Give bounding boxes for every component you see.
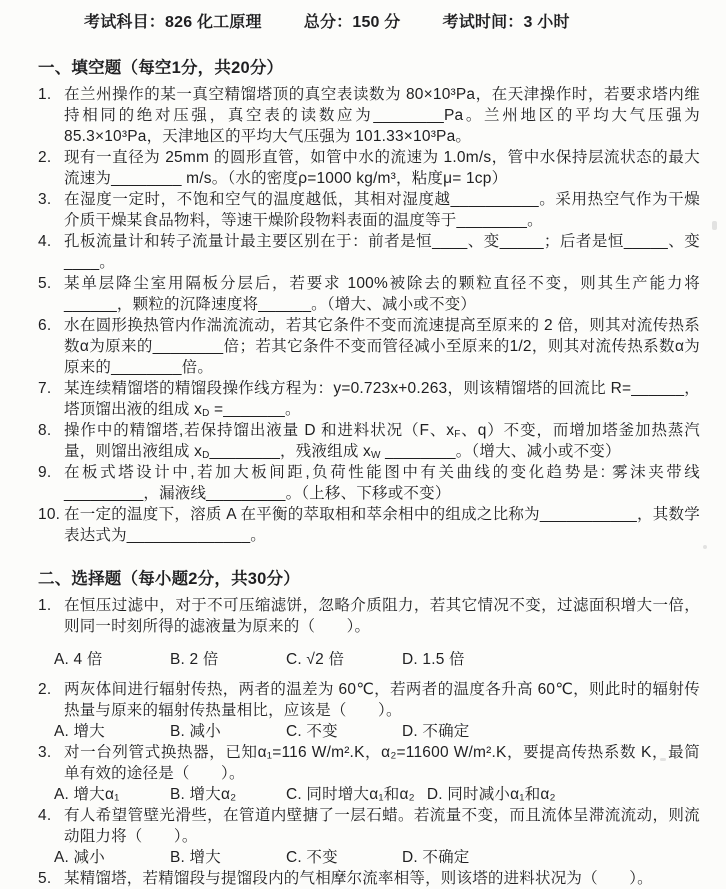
question-item — [38, 189, 700, 231]
question-number: 5. — [38, 275, 52, 292]
scan-artifact — [652, 108, 659, 112]
option-label: B. 减小 — [170, 723, 221, 740]
section-1-title: 一、填空题（每空1分，共20分） — [38, 59, 284, 77]
question-number: 2. — [38, 681, 52, 698]
question-item — [38, 315, 700, 378]
option-label: B. 增大α₂ — [170, 786, 237, 803]
subscript: D — [202, 450, 210, 461]
exam-header — [38, 12, 700, 33]
options-row — [54, 649, 700, 670]
option-label: B. 2 倍 — [170, 651, 219, 668]
question-item — [38, 420, 700, 462]
question-text: 现有一直径为 25mm 的圆形直管，如管中水的流速为 1.0m/s，管中水保持层流状态的最大流速为________ m/s。（水的密度ρ=1000 kg/m³，粘度μ= 1cp） — [64, 149, 700, 187]
question-content — [64, 147, 700, 189]
question-content — [64, 378, 700, 420]
question-content — [64, 315, 700, 378]
question-content — [54, 742, 700, 805]
section-2-title: 二、选择题（每小题2分，共30分） — [38, 570, 300, 588]
question-number: 4. — [38, 807, 52, 824]
question-text: 在恒压过滤中，对于不可压缩滤饼，忽略介质阻力，若其它情况不变，过滤面积增大一倍，则同一时刻所得的滤液量为原来的（ ）。 — [64, 597, 700, 635]
question-content — [64, 189, 700, 231]
option-label: D. 不确定 — [402, 723, 470, 740]
exam-duration: 考试时间：3 小时 — [442, 14, 570, 31]
question-content — [64, 462, 700, 504]
question-item — [38, 595, 700, 679]
question-content — [64, 868, 700, 889]
question-number: 4. — [38, 233, 52, 250]
question-item — [38, 462, 700, 504]
option-label: C. 同时增大α₁和α₂ — [286, 786, 415, 803]
question-number: 3. — [38, 744, 52, 761]
choice-question-list — [38, 595, 700, 889]
question-item — [38, 504, 700, 546]
question-item — [38, 273, 700, 315]
question-item — [38, 231, 700, 273]
option-label: C. 不变 — [286, 723, 338, 740]
question-content — [64, 231, 700, 273]
question-text: 两灰体间进行辐射传热，两者的温差为 60℃，若两者的温度各升高 60℃，则此时的辐射传热量与原来的辐射传热量相比，应该是（ ）。 — [64, 681, 700, 719]
fill-in-question-list — [38, 84, 700, 546]
question-text: 有人希望管壁光滑些，在管道内壁搪了一层石蜡。若流量不变，而且流体呈滞流流动，则流动阻力将（ ）。 — [64, 807, 700, 845]
question-text: 某精馏塔，若精馏段与提馏段内的气相摩尔流率相等，则该塔的进料状况为（ ）。 — [64, 870, 653, 887]
option-label: A. 4 倍 — [54, 651, 103, 668]
exam-total-score: 总分：150 分 — [303, 14, 401, 31]
option-label: C. 不变 — [286, 849, 338, 866]
section-fill-in-the-blanks — [38, 57, 700, 546]
question-text: 对一台列管式换热器，已知α₁=116 W/m².K，α₂=11600 W/m².K，要提高传热系数 K，最简单有效的途径是（ ）。 — [64, 744, 700, 782]
question-item — [38, 868, 700, 889]
question-number: 2. — [38, 149, 52, 166]
question-number: 6. — [38, 317, 52, 334]
question-item — [38, 378, 700, 420]
question-number: 1. — [38, 597, 52, 614]
exam-subject: 考试科目：826 化工原理 — [84, 14, 262, 31]
question-number: 9. — [38, 464, 52, 481]
option-label: C. √2 倍 — [286, 651, 345, 668]
scan-artifact — [703, 545, 707, 549]
question-item — [38, 679, 700, 742]
section-multiple-choice — [38, 568, 700, 889]
question-text: 在兰州操作的某一真空精馏塔顶的真空表读数为 80×10³Pa，在天津操作时，若要求塔内维持相同的绝对压强，真空表的读数应为________Pa。兰州地区的平均大气压强为 85.3×10³Pa，天津地区的平均大气压强为 101.33×10³Pa。 — [64, 86, 700, 145]
question-number: 7. — [38, 380, 52, 397]
options-row — [54, 847, 700, 868]
question-text: 操作中的精馏塔,若保持馏出液量 D 和进料状况（F、$x_F$、q）不变，而增加塔釜加热蒸汽量，则馏出液组成 $x_D\_\_\_\_\_\_\_\_$，残液组成 $x_W$ ________。（增大、减小或不变） — [64, 422, 700, 461]
subscript: W — [371, 450, 381, 461]
question-text: 水在圆形换热管内作湍流流动，若其它条件不变而流速提高至原来的 2 倍，则其对流传热系数α为原来的________倍；若其它条件不变而管径减小至原来的1/2，则其对流传热系数α为原来的________倍。 — [64, 317, 700, 376]
question-item — [38, 805, 700, 868]
subscript: F — [454, 429, 461, 440]
question-text: 某连续精馏塔的精馏段操作线方程为：y=0.723x+0.263，则该精馏塔的回流比 R=______，塔顶馏出液的组成 $x_D$ =_______。 — [64, 380, 700, 419]
subscript: D — [202, 408, 210, 419]
question-content — [64, 420, 700, 462]
option-label: A. 减小 — [54, 849, 105, 866]
option-label: B. 增大 — [170, 849, 221, 866]
question-item — [38, 84, 700, 147]
question-content — [64, 504, 700, 546]
question-content — [54, 595, 700, 679]
scan-artifact — [660, 758, 666, 761]
option-label: D. 1.5 倍 — [402, 651, 465, 668]
question-number: 8. — [38, 422, 52, 439]
question-content — [54, 805, 700, 868]
options-row — [54, 721, 700, 742]
option-label: D. 不确定 — [402, 849, 470, 866]
question-content — [64, 84, 700, 147]
question-text: 在一定的温度下，溶质 A 在平衡的萃取相和萃余相中的组成之比称为___________，其数学表达式为______________。 — [64, 506, 700, 544]
question-number: 5. — [38, 870, 52, 887]
option-label: D. 同时减小α₁和α₂ — [426, 786, 556, 803]
question-number: 3. — [38, 191, 52, 208]
question-item — [38, 742, 700, 805]
question-text: 孔板流量计和转子流量计最主要区别在于：前者是恒____、变_____；后者是恒_____、变____。 — [64, 233, 700, 271]
question-text: 在湿度一定时，不饱和空气的温度越低，其相对湿度越__________。采用热空气作为干燥介质干燥某食品物料，等速干燥阶段物料表面的温度等于________。 — [64, 191, 700, 229]
option-label: A. 增大α₁ — [54, 786, 120, 803]
scan-artifact — [712, 221, 717, 230]
question-text: 在板式塔设计中,若加大板间距,负荷性能图中有关曲线的变化趋势是: 雾沫夹带线_________，漏液线_________。（上移、下移或不变） — [64, 464, 700, 502]
question-number: 10. — [38, 506, 61, 523]
question-item — [38, 147, 700, 189]
options-row — [54, 784, 700, 805]
question-number: 1. — [38, 86, 52, 103]
question-text: 某单层降尘室用隔板分层后，若要求 100%被除去的颗粒直径不变，则其生产能力将______，颗粒的沉降速度将______。（增大、减小或不变） — [64, 275, 700, 313]
option-label: A. 增大 — [54, 723, 105, 740]
question-content — [54, 679, 700, 742]
question-content — [64, 273, 700, 315]
